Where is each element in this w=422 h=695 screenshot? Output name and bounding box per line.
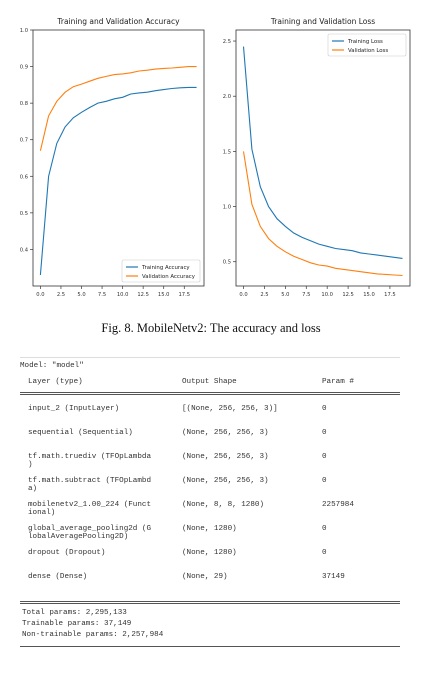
layer-name-line: sequential (Sequential) xyxy=(28,429,133,437)
param-count: 0 xyxy=(322,429,327,437)
layer-name xyxy=(28,405,188,413)
legend-label: Training Accuracy xyxy=(142,265,190,271)
table-row xyxy=(20,405,400,429)
layer-name xyxy=(28,525,188,541)
layer-name-line: lobalAveragePooling2D) xyxy=(28,533,129,541)
layer-name xyxy=(28,453,188,469)
figure-caption: Fig. 8. MobileNetv2: The accuracy and loss xyxy=(101,321,321,335)
layer-name-line: mobilenetv2_1.00_224 (Funct xyxy=(28,501,152,509)
y-tick-label: 0.5 xyxy=(19,210,28,217)
x-tick-label: 12.5 xyxy=(342,292,354,298)
x-tick-label: 12.5 xyxy=(137,292,149,298)
y-tick-label: 1.5 xyxy=(222,149,231,156)
table-row xyxy=(20,525,400,549)
output-shape: (None, 8, 8, 1280) xyxy=(182,501,265,509)
x-tick-label: 10.0 xyxy=(321,292,333,298)
param-count: 2257984 xyxy=(322,501,354,509)
layer-name-line: dropout (Dropout) xyxy=(28,549,106,557)
plot-frame xyxy=(236,30,410,286)
header-layer: Layer (type) xyxy=(28,378,83,386)
y-tick-label: 2.5 xyxy=(222,39,231,46)
layer-name-line: tf.math.truediv (TFOpLambda xyxy=(28,453,152,461)
layer-name-line: global_average_pooling2d (G xyxy=(28,525,152,533)
bottom-rule xyxy=(20,646,400,647)
param-count: 0 xyxy=(322,453,327,461)
x-tick-label: 7.5 xyxy=(97,292,107,298)
model-summary xyxy=(20,357,400,652)
table-row xyxy=(20,429,400,453)
legend-label: Validation Loss xyxy=(348,48,389,54)
y-tick-label: 0.5 xyxy=(222,259,231,266)
x-tick-label: 5.0 xyxy=(281,292,290,298)
y-tick-label: 0.7 xyxy=(19,137,28,144)
summary-header xyxy=(20,378,400,390)
param-totals xyxy=(20,608,400,641)
y-tick-label: 0.4 xyxy=(19,247,28,254)
table-row xyxy=(20,477,400,501)
y-tick-label: 0.8 xyxy=(19,101,28,108)
layer-name xyxy=(28,477,188,493)
x-tick-label: 0.0 xyxy=(239,292,248,298)
layer-name-line: a) xyxy=(28,485,38,493)
output-shape: (None, 1280) xyxy=(182,549,237,557)
training-charts xyxy=(0,0,422,312)
output-shape: (None, 1280) xyxy=(182,525,237,533)
trainable-params: Trainable params: 37,149 xyxy=(22,620,132,628)
output-shape: [(None, 256, 256, 3)] xyxy=(182,405,278,413)
param-count: 0 xyxy=(322,525,327,533)
y-tick-label: 1.0 xyxy=(19,28,28,34)
x-tick-label: 15.0 xyxy=(157,292,170,298)
layer-name-line: ional) xyxy=(28,509,56,517)
non-trainable-params: Non-trainable params: 2,257,984 xyxy=(22,631,164,639)
y-tick-label: 0.9 xyxy=(19,64,28,71)
model-name-line: Model: "model" xyxy=(20,362,84,370)
x-tick-label: 15.0 xyxy=(363,292,375,298)
y-tick-label: 1.0 xyxy=(222,204,231,211)
layer-name-line: dense (Dense) xyxy=(28,573,88,581)
layer-name-line: input_2 (InputLayer) xyxy=(28,405,120,413)
param-count: 0 xyxy=(322,405,327,413)
table-row xyxy=(20,501,400,525)
layer-name xyxy=(28,501,188,517)
total-params: Total params: 2,295,133 xyxy=(22,609,127,617)
layer-name xyxy=(28,549,188,557)
layer-name-line: tf.math.subtract (TFOpLambd xyxy=(28,477,152,485)
layer-name xyxy=(28,573,188,581)
x-tick-label: 2.5 xyxy=(260,292,269,298)
header-rule xyxy=(20,392,400,395)
table-row xyxy=(20,573,400,597)
x-tick-label: 7.5 xyxy=(302,292,311,298)
footer-rule xyxy=(20,601,400,604)
chart-title: Training and Validation Accuracy xyxy=(57,17,180,26)
x-tick-label: 17.5 xyxy=(384,292,396,298)
y-tick-label: 0.6 xyxy=(19,174,28,181)
layer-name xyxy=(28,429,188,437)
x-tick-label: 5.0 xyxy=(77,292,86,298)
param-count: 0 xyxy=(322,477,327,485)
legend-label: Training Loss xyxy=(348,39,383,45)
x-tick-label: 0.0 xyxy=(36,292,45,298)
table-row xyxy=(20,549,400,573)
param-count: 37149 xyxy=(322,573,345,581)
x-tick-label: 17.5 xyxy=(178,292,191,298)
layer-name-line: ) xyxy=(28,461,33,469)
y-tick-label: 2.0 xyxy=(222,94,231,101)
x-tick-label: 2.5 xyxy=(56,292,66,298)
layer-rows xyxy=(20,405,400,597)
param-count: 0 xyxy=(322,549,327,557)
legend-label: Validation Accuracy xyxy=(142,274,195,280)
chart-title: Training and Validation Loss xyxy=(270,17,376,26)
output-shape: (None, 256, 256, 3) xyxy=(182,429,269,437)
x-tick-label: 10.0 xyxy=(116,292,129,298)
output-shape: (None, 256, 256, 3) xyxy=(182,477,269,485)
header-output-shape: Output Shape xyxy=(182,378,237,386)
plot-frame xyxy=(33,30,204,286)
header-param-count: Param # xyxy=(322,378,354,386)
output-shape: (None, 256, 256, 3) xyxy=(182,453,269,461)
output-shape: (None, 29) xyxy=(182,573,228,581)
table-row xyxy=(20,453,400,477)
